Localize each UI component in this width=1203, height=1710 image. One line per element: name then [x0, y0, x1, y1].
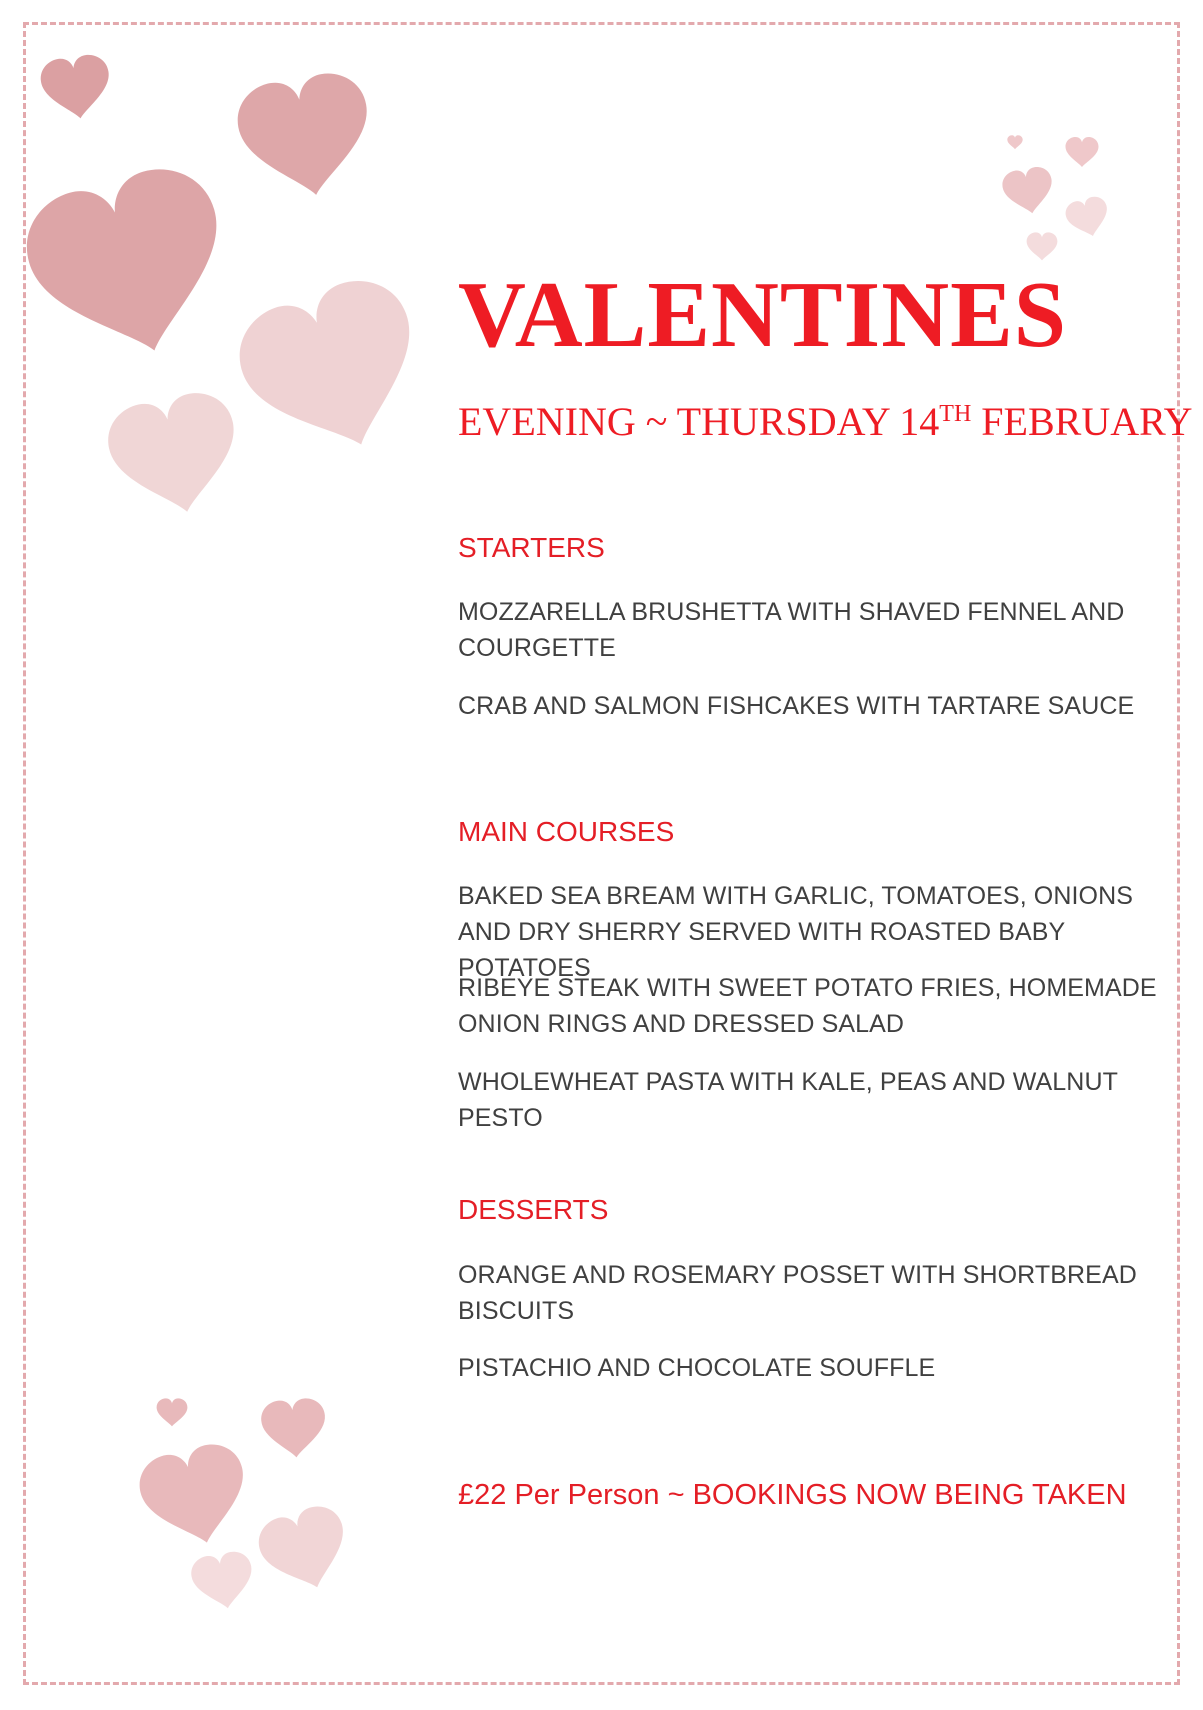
date-suffix: TH	[939, 401, 972, 427]
heart-icon	[157, 1398, 188, 1426]
menu-item: BAKED SEA BREAM WITH GARLIC, TOMATOES, ONIONS AND DRY SHERRY SERVED WITH ROASTED BABY POTATOES	[458, 882, 1134, 982]
heart-icon	[232, 67, 380, 206]
heart-icon	[14, 156, 247, 377]
heart-icon	[1027, 232, 1058, 260]
heart-icon	[226, 266, 443, 474]
heart-icon	[260, 1397, 329, 1460]
heart-icon	[1007, 135, 1022, 149]
heart-icon	[1066, 137, 1099, 167]
heart-icon	[38, 52, 114, 123]
menu-item: MOZZARELLA BRUSHETTA WITH SHAVED FENNEL AND COURGETTE	[458, 598, 1125, 662]
heart-cluster-top-right	[1000, 135, 1113, 260]
price-and-booking: £22 Per Person ~ BOOKINGS NOW BEING TAKEN	[458, 1479, 1127, 1511]
section-heading-desserts: DESSERTS	[458, 1194, 609, 1225]
page-title: VALENTINES	[458, 263, 1068, 367]
menu-item: ORANGE AND ROSEMARY POSSET WITH SHORTBREAD BISCUITS	[458, 1261, 1137, 1325]
menu-item: PISTACHIO AND CHOCOLATE SOUFFLE	[458, 1354, 936, 1382]
heart-cluster-bottom-left	[133, 1397, 358, 1614]
menu-item: RIBEYE STEAK WITH SWEET POTATO FRIES, HOMEMADE ONION RINGS AND DRESSED SALAD	[458, 974, 1157, 1038]
heart-icon	[101, 386, 249, 525]
menu-item: WHOLEWHEAT PASTA WITH KALE, PEAS AND WALNUT PESTO	[458, 1068, 1118, 1132]
heart-icon	[189, 1549, 258, 1614]
section-heading-starters: STARTERS	[458, 532, 605, 563]
event-date: EVENING ~ THURSDAY 14TH FEBRUARY	[458, 399, 1193, 444]
heart-cluster-top-left	[14, 52, 443, 525]
heart-icon	[133, 1438, 257, 1555]
section-heading-main-courses: MAIN COURSES	[458, 816, 675, 847]
heart-icon	[252, 1500, 358, 1601]
heart-icon	[1063, 194, 1113, 242]
heart-icon	[1000, 165, 1057, 218]
menu-item: CRAB AND SALMON FISHCAKES WITH TARTARE SAUCE	[458, 692, 1135, 720]
